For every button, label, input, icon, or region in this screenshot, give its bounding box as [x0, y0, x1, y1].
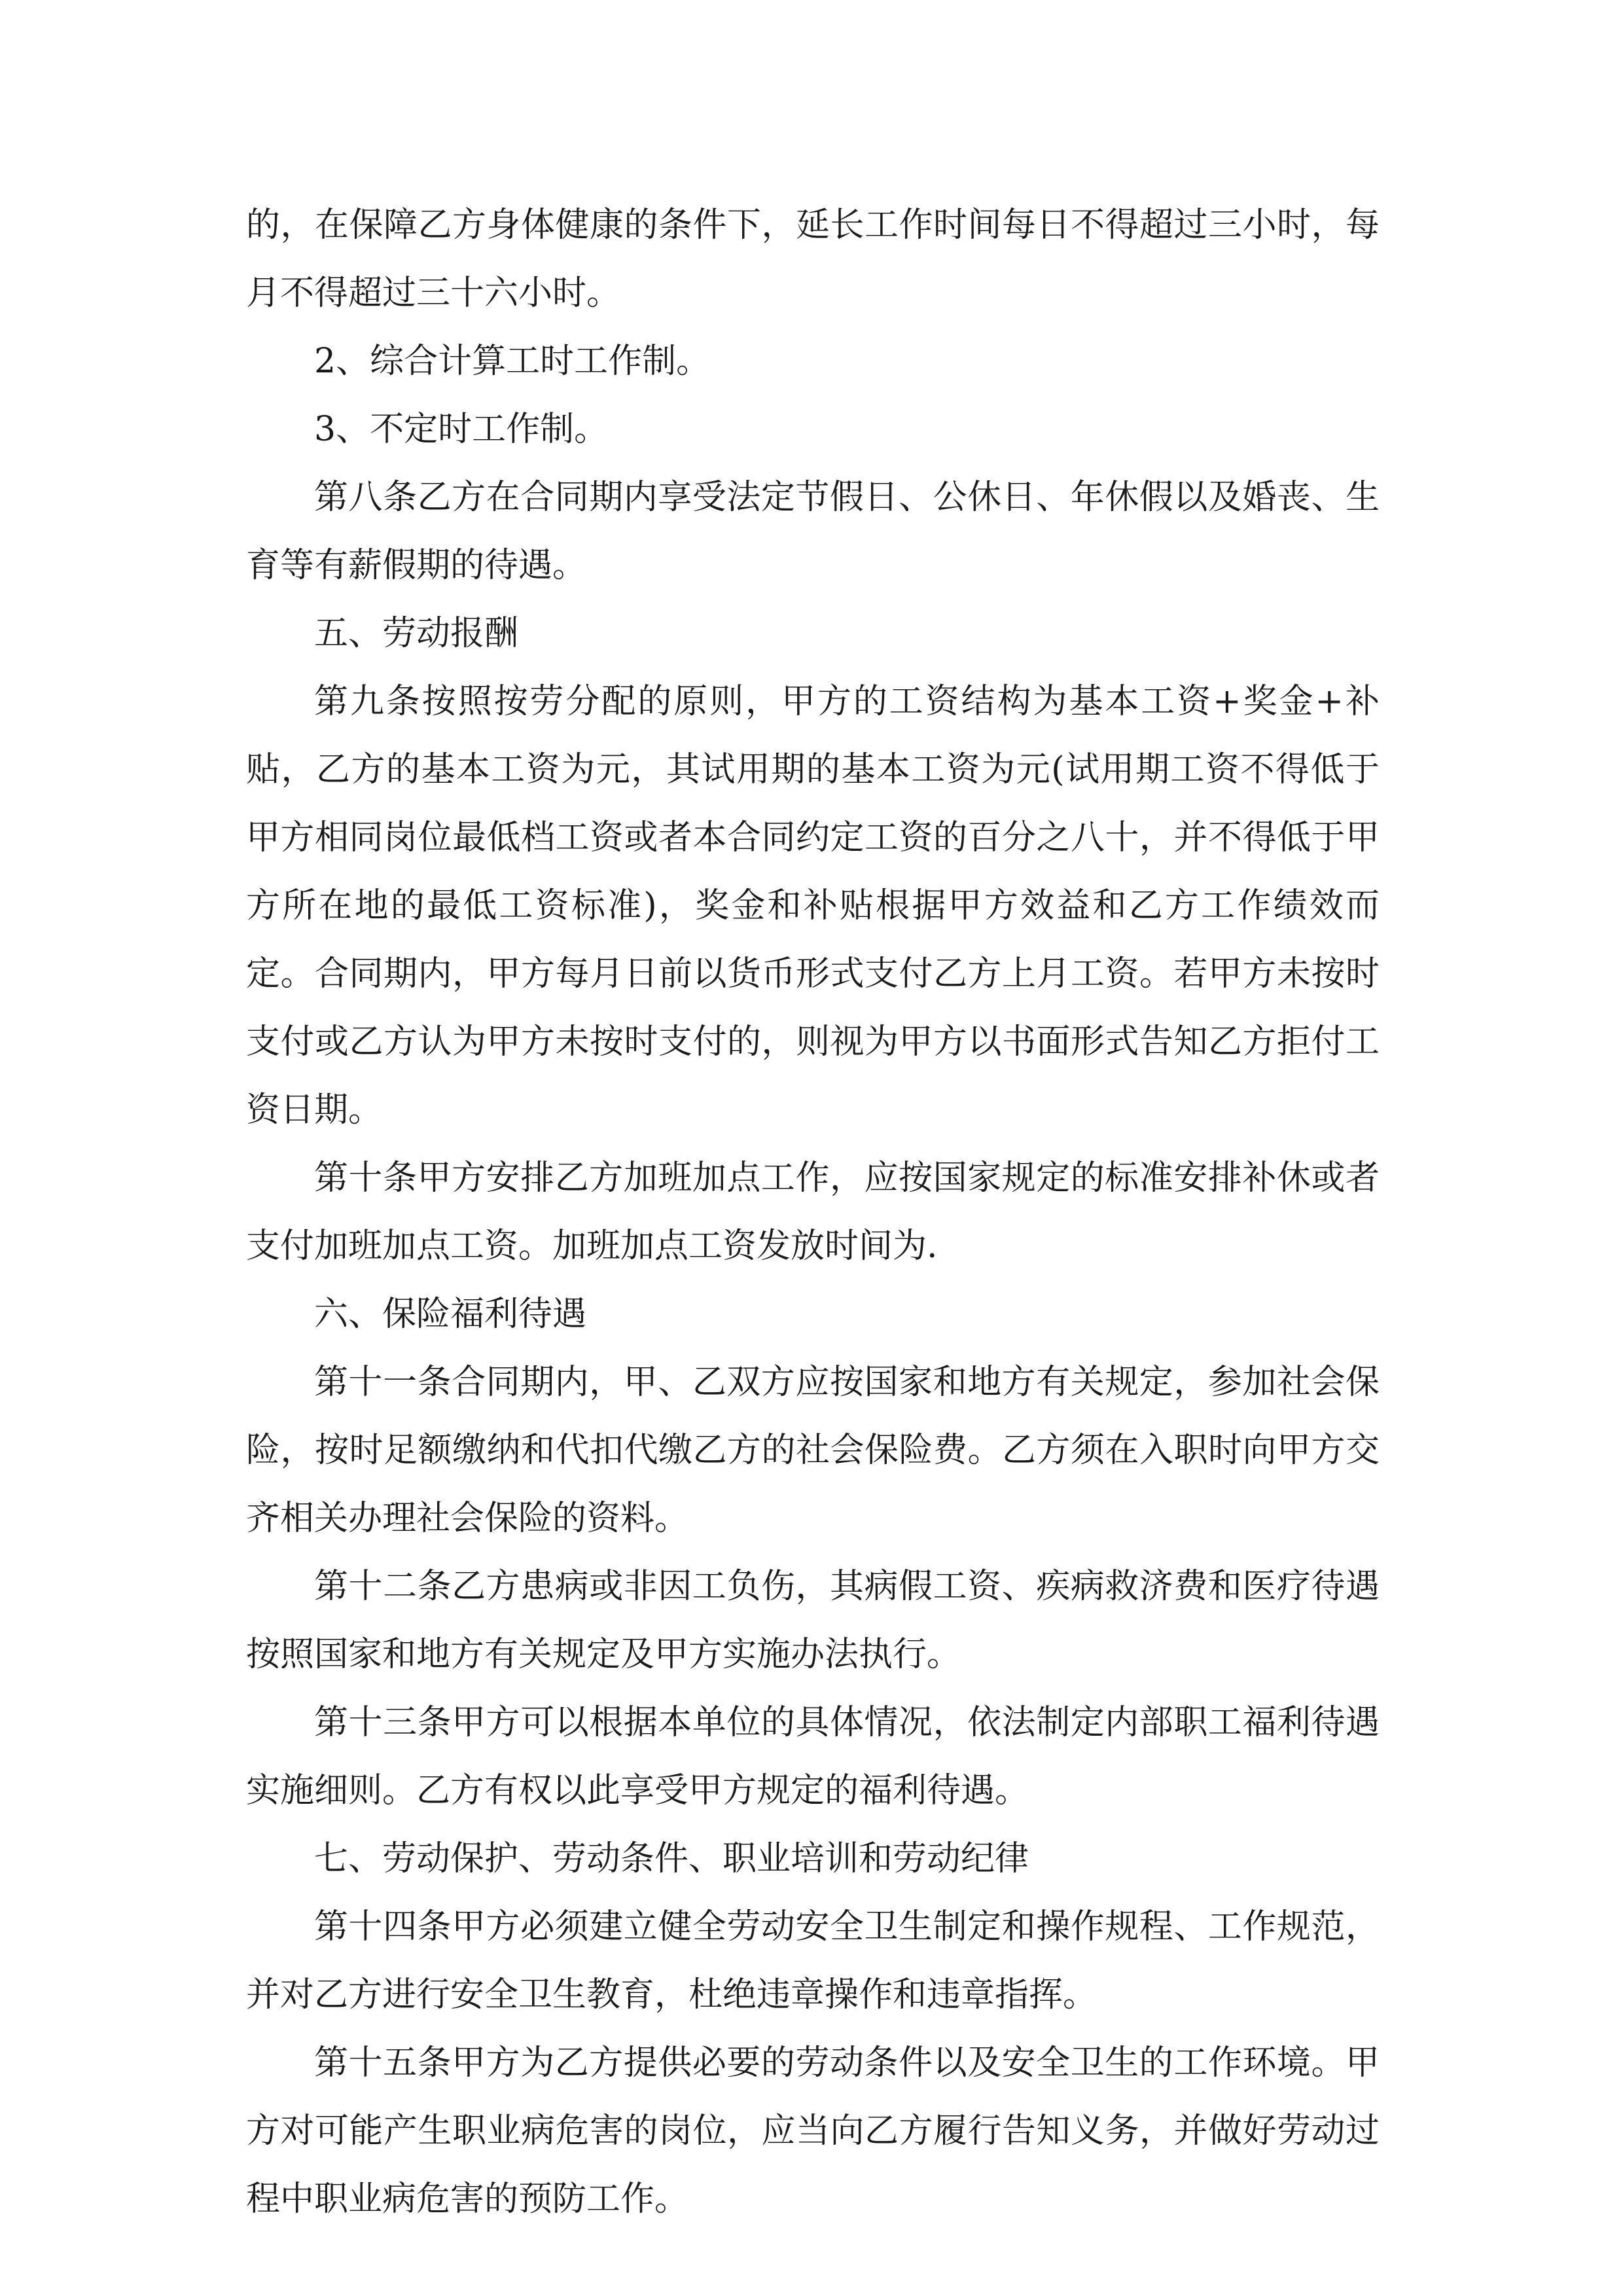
paragraph-article-11: 第十一条合同期内，甲、乙双方应按国家和地方有关规定，参加社会保险，按时足额缴纳和代扣代缴乙方的社会保险费。乙方须在入职时向甲方交齐相关办理社会保险的资料。 — [246, 1363, 1380, 1538]
paragraph-article-9: 第九条按照按劳分配的原则，甲方的工资结构为基本工资+奖金+补贴，乙方的基本工资为元，其试用期的基本工资为元(试用期工资不得低于甲方相同岗位最低档工资或者本合同约定工资的百分之八十，并不得低于甲方所在地的最低工资标准)，奖金和补贴根据甲方效益和乙方工作绩效而定。合同期内，甲方每月日前以货币形式支付乙方上月工资。若甲方未按时支付或乙方认为甲方未按时支付的，则视为甲方以书面形式告知乙方拒付工资日期。 — [246, 682, 1380, 1130]
paragraph-continuation: 的，在保障乙方身体健康的条件下，延长工作时间每日不得超过三小时，每月不得超过三十六小时。 — [246, 206, 1380, 313]
document-body — [246, 191, 1380, 2233]
paragraph-item-3: 3、不定时工作制。 — [314, 410, 609, 449]
section-heading-5: 五、劳动报酬 — [314, 614, 519, 653]
section-heading-6: 六、保险福利待遇 — [314, 1295, 587, 1334]
paragraph-article-15: 第十五条甲方为乙方提供必要的劳动条件以及安全卫生的工作环境。甲方对可能产生职业病危害的岗位，应当向乙方履行告知义务，并做好劳动过程中职业病危害的预防工作。 — [246, 2043, 1380, 2219]
paragraph-article-13: 第十三条甲方可以根据本单位的具体情况，依法制定内部职工福利待遇实施细则。乙方有权以此享受甲方规定的福利待遇。 — [246, 1703, 1380, 1810]
paragraph-article-10: 第十条甲方安排乙方加班加点工作，应按国家规定的标准安排补休或者支付加班加点工资。加班加点工资发放时间为. — [246, 1158, 1380, 1266]
paragraph-article-8: 第八条乙方在合同期内享受法定节假日、公休日、年休假以及婚丧、生育等有薪假期的待遇。 — [246, 478, 1380, 585]
paragraph-article-12: 第十二条乙方患病或非因工负伤，其病假工资、疾病救济费和医疗待遇按照国家和地方有关规定及甲方实施办法执行。 — [246, 1567, 1380, 1674]
paragraph-article-14: 第十四条甲方必须建立健全劳动安全卫生制定和操作规程、工作规范，并对乙方进行安全卫生教育，杜绝违章操作和违章指挥。 — [246, 1907, 1380, 2015]
section-heading-7: 七、劳动保护、劳动条件、职业培训和劳动纪律 — [314, 1839, 1029, 1878]
paragraph-item-2: 2、综合计算工时工作制。 — [314, 342, 711, 381]
